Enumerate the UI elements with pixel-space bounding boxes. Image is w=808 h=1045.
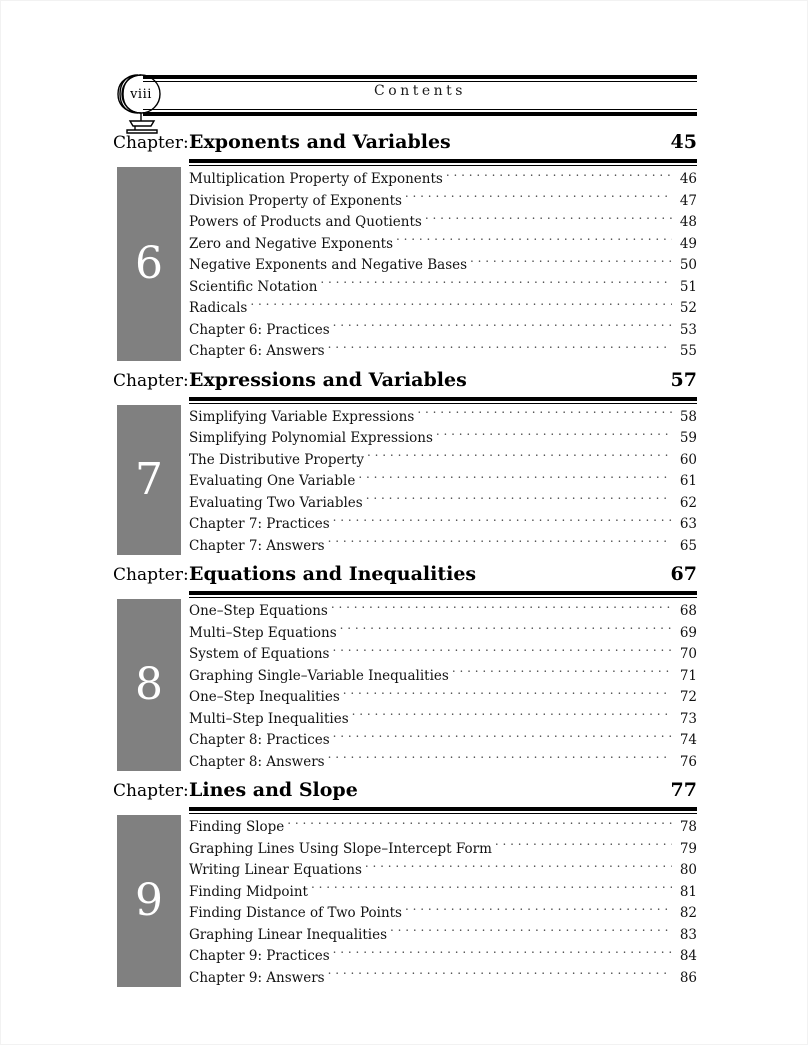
toc-entry[interactable]	[189, 428, 697, 450]
toc-entry-leader	[328, 752, 672, 766]
chapter-rule	[189, 159, 697, 166]
header-rule-top	[143, 75, 697, 82]
toc-entry-page: 80	[679, 862, 697, 878]
chapter-number-badge: 9	[117, 815, 181, 987]
toc-entry[interactable]	[189, 169, 697, 191]
toc-entry-page: 83	[679, 926, 697, 943]
toc-entry-page: 53	[679, 321, 697, 338]
chapter-page-number: 57	[670, 368, 697, 391]
toc-entry-title: The Distributive Property	[189, 451, 365, 468]
chapter-rule-thick	[189, 159, 697, 163]
chapter-label: Chapter:	[113, 133, 189, 153]
chapter-entry-list	[189, 169, 697, 363]
toc-entry-page: 63	[679, 516, 697, 532]
chapter-rule-thick	[189, 591, 697, 595]
chapter-rule	[189, 807, 697, 814]
chapter-heading[interactable]	[113, 563, 697, 591]
toc-entry[interactable]	[189, 320, 697, 342]
toc-entry-title: Evaluating One Variable	[189, 473, 356, 489]
chapter-rule-thick	[189, 397, 697, 401]
toc-entry-leader	[495, 839, 672, 853]
toc-entry[interactable]	[189, 817, 697, 839]
toc-entry-page: 51	[679, 278, 697, 295]
toc-entry-title: One–Step Equations	[189, 603, 328, 619]
toc-entry[interactable]	[189, 730, 697, 752]
header-rule-bottom	[143, 109, 697, 116]
chapter-block-9	[113, 779, 697, 986]
toc-entry-title: One–Step Inequalities	[189, 689, 340, 705]
chapter-title[interactable]: Equations and Inequalities	[189, 563, 477, 585]
toc-entry[interactable]	[189, 623, 697, 645]
toc-entry-page: 61	[679, 473, 697, 489]
header-rule-top-thin	[143, 81, 697, 82]
toc-entry-leader	[311, 882, 672, 896]
toc-entry-leader	[333, 947, 672, 961]
toc-entry-page: 46	[679, 171, 697, 187]
toc-entry-leader	[352, 709, 672, 723]
toc-entry-leader	[320, 277, 672, 291]
toc-entry-title: Graphing Lines Using Slope–Intercept Form	[189, 840, 492, 857]
chapter-rule	[189, 397, 697, 404]
toc-entry-title: Powers of Products and Quotients	[189, 214, 422, 230]
toc-entry-page: 73	[679, 710, 697, 727]
toc-entry-page: 59	[679, 430, 697, 446]
running-header	[113, 69, 697, 121]
toc-entry-page: 52	[679, 300, 697, 316]
globe-icon	[113, 69, 175, 135]
chapter-number-badge: 8	[117, 599, 181, 771]
toc-entry-leader	[287, 818, 672, 832]
toc-entry-leader	[358, 472, 672, 486]
toc-entry-title: Finding Distance of Two Points	[189, 905, 402, 921]
chapter-number-badge: 6	[117, 167, 181, 361]
toc-entry-page: 69	[679, 624, 697, 641]
chapter-heading[interactable]	[113, 131, 697, 159]
toc-entry-title: Chapter 6: Practices	[189, 321, 330, 338]
chapter-entry-list	[189, 407, 697, 558]
toc-entry-page: 74	[679, 732, 697, 748]
toc-entry-leader	[333, 731, 672, 745]
toc-entry-title: Scientific Notation	[189, 278, 318, 295]
toc-entry-title: Finding Midpoint	[189, 883, 308, 900]
toc-entry[interactable]	[189, 536, 697, 558]
toc-entry-leader	[405, 191, 672, 205]
toc-entry-leader	[365, 861, 672, 875]
toc-entry[interactable]	[189, 212, 697, 234]
toc-entry-page: 71	[679, 667, 697, 684]
chapter-block-6	[113, 131, 697, 359]
toc-entry[interactable]	[189, 450, 697, 472]
toc-entry-leader	[470, 256, 672, 270]
toc-entry-page: 62	[679, 494, 697, 511]
toc-entry[interactable]	[189, 234, 697, 256]
chapter-page-number: 45	[670, 131, 697, 153]
toc-entry[interactable]	[189, 298, 697, 320]
header-rule-top-thick	[143, 75, 697, 79]
chapter-label: Chapter:	[113, 565, 189, 585]
toc-entry-leader	[328, 536, 672, 550]
toc-entry-leader	[425, 213, 672, 227]
toc-entry-page: 65	[679, 537, 697, 554]
toc-entry-leader	[328, 342, 672, 356]
toc-entry-title: Radicals	[189, 300, 248, 316]
toc-entry-title: Multiplication Property of Exponents	[189, 171, 443, 187]
toc-entry[interactable]	[189, 709, 697, 731]
toc-entry-page: 72	[679, 689, 697, 705]
toc-entry-page: 49	[679, 235, 697, 252]
toc-entry-page: 79	[679, 840, 697, 857]
toc-entry-title: Chapter 9: Practices	[189, 948, 330, 964]
toc-entry[interactable]	[189, 666, 697, 688]
toc-entry-page: 68	[679, 603, 697, 619]
toc-entry-page: 58	[679, 408, 697, 425]
toc-entry-title: System of Equations	[189, 646, 330, 662]
chapter-page-number: 77	[670, 779, 697, 801]
toc-entry-leader	[390, 925, 672, 939]
toc-entry-page: 60	[679, 451, 697, 468]
toc-entry-leader	[405, 904, 672, 918]
toc-entry-page: 86	[679, 969, 697, 986]
toc-entry[interactable]	[189, 925, 697, 947]
header-rule-bottom-thick	[143, 112, 697, 116]
toc-entry[interactable]	[189, 968, 697, 990]
toc-entry-page: 82	[679, 905, 697, 921]
toc-entry-page: 78	[679, 819, 697, 835]
chapter-rule-thin	[189, 403, 697, 404]
chapter-label: Chapter:	[113, 370, 189, 391]
toc-entry[interactable]	[189, 493, 697, 515]
chapter-rule	[189, 591, 697, 598]
page-title: Contents	[374, 83, 466, 99]
chapter-title[interactable]: Lines and Slope	[189, 779, 358, 801]
toc-entry-title: Multi–Step Inequalities	[189, 710, 349, 727]
toc-entry[interactable]	[189, 752, 697, 774]
toc-entry[interactable]	[189, 839, 697, 861]
toc-entry-leader	[333, 320, 672, 334]
toc-entry[interactable]	[189, 687, 697, 709]
toc-entry-title: Chapter 9: Answers	[189, 969, 325, 986]
toc-entry[interactable]	[189, 946, 697, 968]
toc-entry[interactable]	[189, 341, 697, 363]
toc-entry-leader	[366, 493, 672, 507]
folio-number: viii	[130, 87, 152, 102]
toc-entry-leader	[332, 645, 672, 659]
toc-entry[interactable]	[189, 644, 697, 666]
toc-entry-title: Zero and Negative Exponents	[189, 235, 394, 252]
chapter-title[interactable]: Exponents and Variables	[189, 131, 451, 153]
toc-entry[interactable]	[189, 277, 697, 299]
toc-entry-leader	[328, 968, 672, 982]
toc-entry-leader	[250, 299, 672, 313]
toc-entry-leader	[396, 234, 672, 248]
chapter-block-7	[113, 368, 697, 554]
toc-entry-page: 47	[679, 192, 697, 209]
toc-entry-leader	[367, 450, 672, 464]
chapter-heading[interactable]	[113, 779, 697, 807]
toc-entry-title: Chapter 8: Answers	[189, 753, 325, 770]
toc-entry-page: 50	[679, 257, 697, 273]
toc-entry[interactable]	[189, 882, 697, 904]
toc-entry[interactable]	[189, 903, 697, 925]
toc-entry[interactable]	[189, 255, 697, 277]
chapter-heading[interactable]	[113, 369, 697, 397]
chapter-rule-thin	[189, 813, 697, 814]
header-rule-bottom-thin	[143, 109, 697, 110]
toc-entry-title: Chapter 7: Answers	[189, 537, 325, 554]
toc-entry-leader	[343, 688, 672, 702]
toc-entry-title: Chapter 7: Practices	[189, 516, 330, 532]
toc-entry-title: Division Property of Exponents	[189, 192, 402, 209]
toc-entry-page: 84	[679, 948, 697, 964]
chapter-rule-thick	[189, 807, 697, 811]
toc-entry-title: Graphing Linear Inequalities	[189, 926, 388, 943]
chapter-number-badge: 7	[117, 405, 181, 556]
chapter-rule-thin	[189, 597, 697, 598]
chapter-label: Chapter:	[113, 781, 189, 801]
toc-entry-title: Simplifying Polynomial Expressions	[189, 430, 433, 446]
toc-entry-title: Chapter 8: Practices	[189, 732, 330, 748]
toc-entry-title: Negative Exponents and Negative Bases	[189, 257, 468, 273]
toc-entry-page: 48	[679, 214, 697, 230]
toc-entry[interactable]	[189, 601, 697, 623]
toc-entry-leader	[446, 170, 672, 184]
chapter-block-8	[113, 563, 697, 770]
toc-entry-leader	[452, 666, 672, 680]
toc-entry-leader	[436, 429, 672, 443]
toc-entry-title: Evaluating Two Variables	[189, 494, 363, 511]
toc-entry-title: Multi–Step Equations	[189, 624, 337, 641]
toc-entry[interactable]	[189, 860, 697, 882]
chapter-entry-list	[189, 817, 697, 989]
toc-entry-leader	[331, 602, 672, 616]
toc-entry-leader	[417, 407, 672, 421]
toc-entry[interactable]	[189, 471, 697, 493]
toc-entry-page: 81	[679, 883, 697, 900]
toc-entry[interactable]	[189, 191, 697, 213]
chapter-page-number: 67	[670, 563, 697, 585]
toc-entry-title: Simplifying Variable Expressions	[189, 408, 415, 425]
chapter-rule-thin	[189, 165, 697, 166]
toc-entry[interactable]	[189, 514, 697, 536]
chapter-entry-list	[189, 601, 697, 773]
toc-entry-page: 70	[679, 646, 697, 662]
toc-entry-title: Finding Slope	[189, 819, 285, 835]
toc-entry-page: 55	[679, 343, 697, 359]
toc-entry-title: Chapter 6: Answers	[189, 343, 325, 359]
toc-entry-title: Graphing Single–Variable Inequalities	[189, 667, 449, 684]
toc-entry-title: Writing Linear Equations	[189, 862, 362, 878]
chapter-title[interactable]: Expressions and Variables	[189, 368, 467, 391]
toc-entry-leader	[333, 515, 672, 529]
toc-entry-page: 76	[679, 753, 697, 770]
toc-entry[interactable]	[189, 407, 697, 429]
toc-entry-leader	[340, 623, 672, 637]
